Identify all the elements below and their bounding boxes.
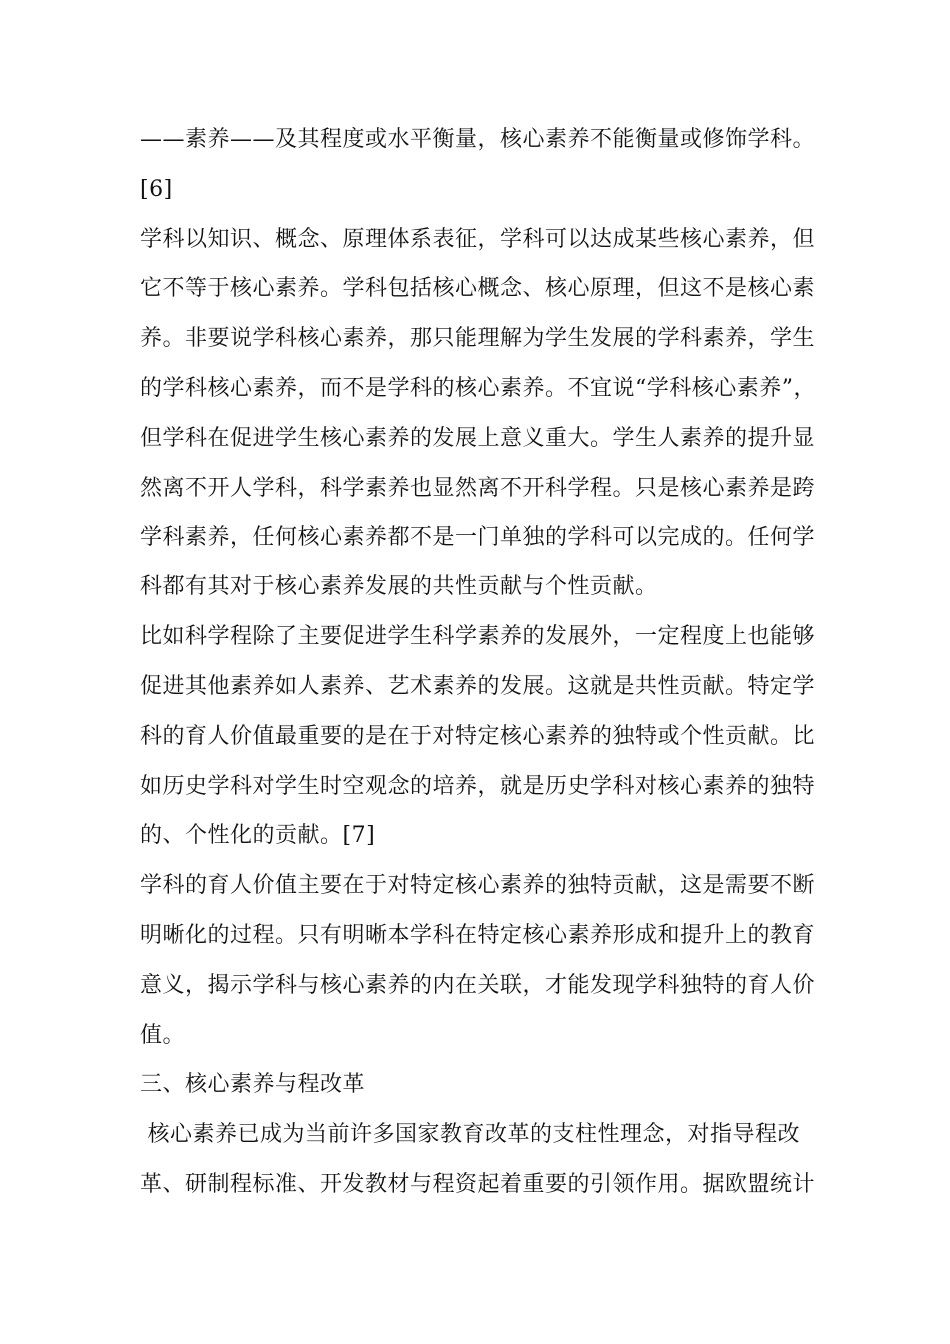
text-line: 学科以知识、概念、原理体系表征，学科可以达成某些核心素养，但 (140, 227, 816, 252)
text-line: 促进其他素养如人素养、艺术素养的发展。这就是共性贡献。特定学 (140, 674, 816, 699)
text-line: 养。非要说学科核心素养，那只能理解为学生发展的学科素养，学生 (140, 326, 816, 351)
text-line: 比如科学程除了主要促进学生科学素养的发展外，一定程度上也能够 (140, 624, 816, 649)
text-line: ——素养——及其程度或水平衡量，核心素养不能衡量或修饰学科。 (140, 127, 816, 152)
text-line: 学科素养，任何核心素养都不是一门单独的学科可以完成的。任何学 (140, 525, 816, 550)
text-line: 的、个性化的贡献。[7] (140, 823, 376, 848)
section-heading: 三、核心素养与程改革 (140, 1072, 366, 1097)
text-line: 科的育人价值最重要的是在于对特定核心素养的独特或个性贡献。比 (140, 724, 816, 749)
text-line: 明晰化的过程。只有明晰本学科在特定核心素养形成和提升上的教育 (140, 923, 816, 948)
text-line: 意义，揭示学科与核心素养的内在关联，才能发现学科独特的育人价 (140, 973, 816, 998)
text-line: 然离不开人学科，科学素养也显然离不开科学程。只是核心素养是跨 (140, 476, 816, 501)
text-line: 的学科核心素养，而不是学科的核心素养。不宜说“学科核心素养”， (140, 376, 816, 401)
text-line: 如历史学科对学生时空观念的培养，就是历史学科对核心素养的独特 (140, 774, 816, 799)
text-line: 革、研制程标准、开发教材与程资起着重要的引领作用。据欧盟统计 (140, 1172, 816, 1197)
text-line: 科都有其对于核心素养发展的共性贡献与个性贡献。 (140, 574, 658, 599)
text-line: [6] (140, 177, 173, 202)
text-line: 但学科在促进学生核心素养的发展上意义重大。学生人素养的提升显 (140, 426, 816, 451)
text-line: 值。 (140, 1023, 186, 1048)
text-line: 学科的育人价值主要在于对特定核心素养的独特贡献，这是需要不断 (140, 873, 816, 898)
text-line: 它不等于核心素养。学科包括核心概念、核心原理，但这不是核心素 (140, 276, 816, 301)
text-line: 核心素养已成为当前许多国家教育改革的支柱性理念，对指导程改 (140, 1122, 800, 1147)
